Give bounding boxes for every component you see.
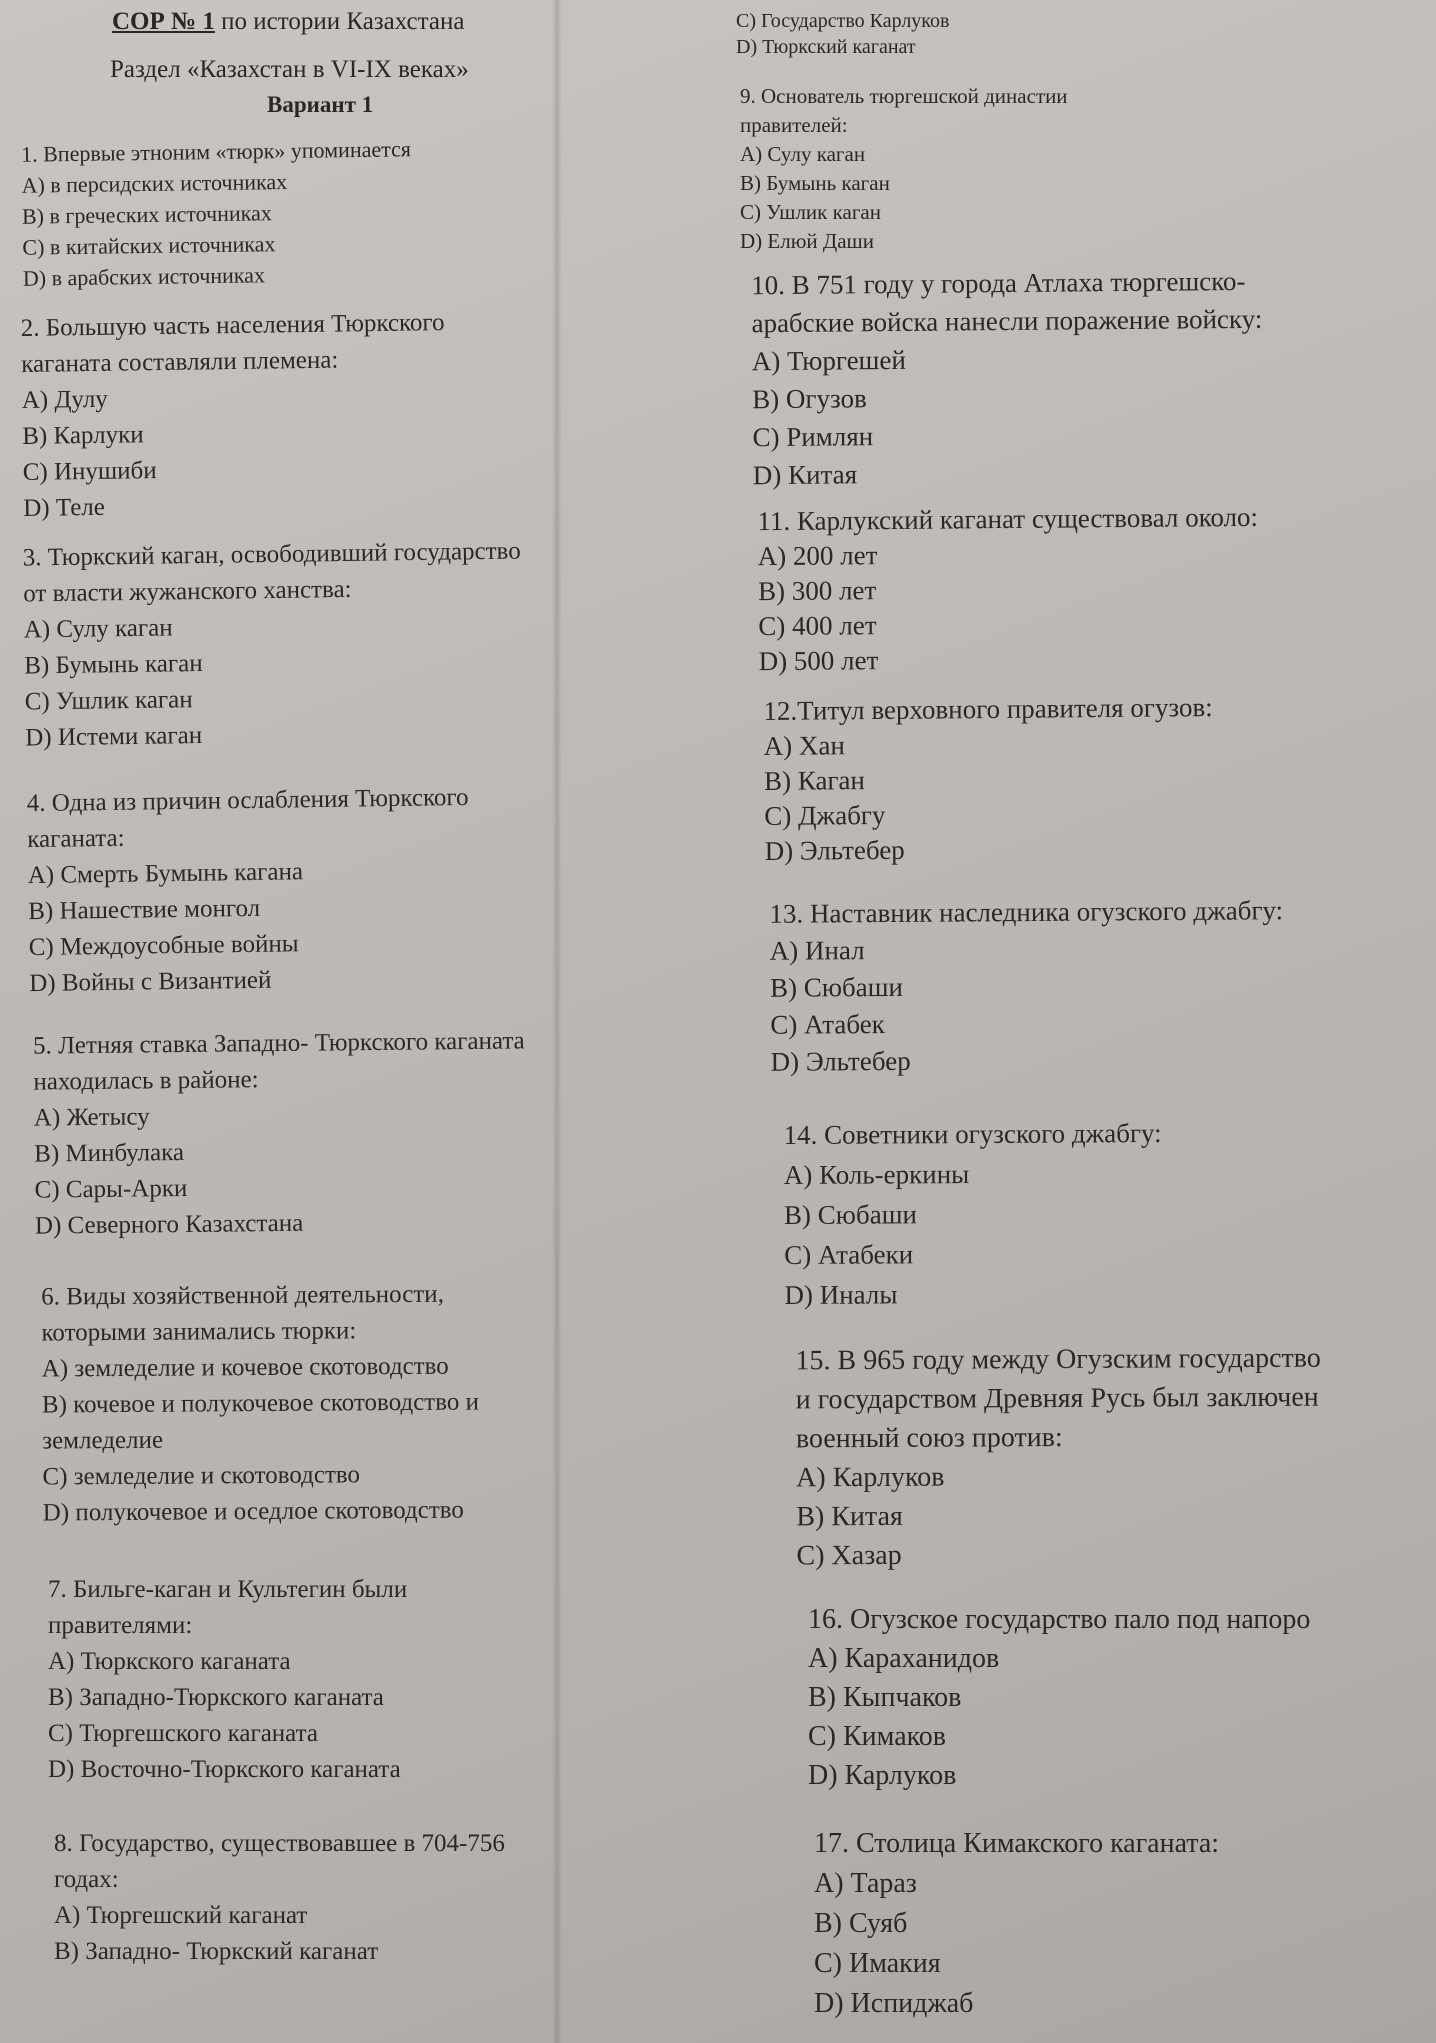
option-b: B) Минбулака xyxy=(34,1139,185,1168)
question-13 xyxy=(769,892,1284,1081)
question-text-cont: каганата: xyxy=(27,824,125,854)
option-a: A) в персидских источниках xyxy=(21,169,288,198)
option-c: C) Атабеки xyxy=(784,1239,914,1270)
question-text: 5. Летняя ставка Западно- Тюркского каганата xyxy=(32,1027,525,1060)
option-c: C) земледелие и скотоводство xyxy=(42,1461,361,1491)
option-d: D) Войны с Византией xyxy=(29,966,272,998)
option-c: C) в китайских источниках xyxy=(22,231,276,260)
option-a: A) Тараз xyxy=(814,1868,917,1899)
question-text: 17. Столица Кимакского каганата: xyxy=(814,1828,1220,1859)
option-a: A) Коль-еркины xyxy=(783,1159,970,1190)
option-b: B) Каган xyxy=(763,765,866,796)
option-c: C) Хазар xyxy=(796,1539,902,1572)
option-d: D) 500 лет xyxy=(758,645,879,677)
option-b-cont: земледелие xyxy=(42,1426,164,1455)
option-d: D) Карлуков xyxy=(808,1760,957,1791)
question-text: 15. В 965 году между Огузским государство xyxy=(795,1342,1321,1377)
option-d: D) Испиджаб xyxy=(814,1988,974,2019)
option-a: A) Хан xyxy=(763,730,845,761)
option-d: D) Северного Казахстана xyxy=(34,1209,304,1240)
option-b: B) Сюбаши xyxy=(769,971,903,1003)
option-b: B) Суяб xyxy=(814,1908,908,1939)
question-text: 3. Тюркский каган, освободивший государство xyxy=(22,537,521,572)
question-text-cont2: военный союз против: xyxy=(795,1421,1063,1455)
option-c: C) Джабгу xyxy=(764,799,886,831)
question-text: 7. Бильге-каган и Культегин были xyxy=(48,1576,408,1603)
question-text: 14. Советники огузского джабгу: xyxy=(783,1118,1162,1150)
title-rest: по истории Казахстана xyxy=(214,8,465,35)
option-a: A) 200 лет xyxy=(757,540,878,572)
question-8 xyxy=(54,1826,505,1970)
question-text-cont: которыми занимались тюрки: xyxy=(41,1317,357,1347)
question-15 xyxy=(795,1339,1322,1576)
question-9 xyxy=(740,82,1068,256)
question-5 xyxy=(33,1023,527,1244)
option-c: C) Имакия xyxy=(814,1948,941,1979)
question-6 xyxy=(41,1276,480,1531)
option-b: B) Бумынь каган xyxy=(740,171,890,195)
option-a: A) Жетысу xyxy=(33,1103,150,1132)
section-title: Раздел «Казахстан в VI-IX веках» xyxy=(110,56,469,83)
question-text: 11. Карлукский каганат существовал около: xyxy=(757,501,1259,537)
option-d: D) Китая xyxy=(752,459,858,491)
option-a: A) Смерть Бумынь кагана xyxy=(27,858,304,890)
worksheet-title xyxy=(112,8,464,36)
option-b: B) Кыпчаков xyxy=(808,1682,962,1713)
option-a: A) Дулу xyxy=(21,385,109,414)
option-d: D) Восточно-Тюркского каганата xyxy=(48,1756,401,1783)
question-text-cont: каганата составляли племена: xyxy=(21,346,339,378)
question-1 xyxy=(21,133,413,293)
option-d: D) в арабских источниках xyxy=(22,262,266,291)
question-text-cont: от власти жужанского ханства: xyxy=(23,575,352,608)
option-d: D) Теле xyxy=(23,493,106,522)
question-3 xyxy=(23,534,524,757)
question-8-cont xyxy=(736,8,949,60)
question-7 xyxy=(48,1572,407,1788)
option-a: A) Караханидов xyxy=(808,1643,1000,1674)
question-2 xyxy=(21,305,448,527)
option-c: C) Сары-Арки xyxy=(34,1174,188,1204)
question-text: 6. Виды хозяйственной деятельности, xyxy=(41,1280,444,1311)
question-16 xyxy=(808,1600,1310,1795)
question-text-cont: находилась в районе: xyxy=(33,1066,259,1096)
question-text-cont: правителей: xyxy=(740,113,848,137)
option-b: B) Западно- Тюркский каганат xyxy=(54,1938,379,1965)
option-c: C) 400 лет xyxy=(758,610,877,642)
question-text-cont: арабские войска нанесли поражение войску: xyxy=(751,303,1263,339)
question-text: 4. Одна из причин ослабления Тюркского xyxy=(26,783,469,818)
option-c: C) Атабек xyxy=(770,1008,885,1040)
question-text: 2. Большую часть населения Тюркского xyxy=(20,309,445,342)
option-d: D) полукочевое и оседлое скотоводство xyxy=(42,1496,464,1527)
option-b: B) в греческих источниках xyxy=(21,200,272,229)
question-14 xyxy=(783,1113,1162,1315)
option-d: D) Истеми каган xyxy=(25,722,203,752)
option-b: B) Бумынь каган xyxy=(24,649,203,680)
option-b: B) Сюбаши xyxy=(783,1199,917,1230)
question-4 xyxy=(27,780,472,1002)
option-c: C) Кимаков xyxy=(808,1721,947,1752)
option-a: A) Тюргешский каганат xyxy=(54,1902,308,1929)
question-text: 8. Государство, существовавшее в 704-756 xyxy=(54,1830,505,1857)
option-b: B) кочевое и полукочевое скотоводство и xyxy=(41,1388,480,1419)
question-text-cont: правителями: xyxy=(48,1612,193,1639)
question-text: 1. Впервые этноним «тюрк» упоминается xyxy=(20,136,412,167)
option-b: B) Китая xyxy=(796,1500,903,1533)
option-a: A) земледелие и кочевое скотоводство xyxy=(41,1352,449,1383)
question-text: 9. Основатель тюргешской династии xyxy=(740,84,1068,108)
option-a: A) Сулу каган xyxy=(23,614,173,644)
option-d: D) Эльтебер xyxy=(770,1045,911,1077)
question-11 xyxy=(757,500,1259,679)
question-text: 12.Титул верховного правителя огузов: xyxy=(763,692,1213,726)
option-d: D) Тюркский каганат xyxy=(736,36,916,58)
paper-fold-crease xyxy=(552,0,562,2043)
question-text-cont: и государством Древняя Русь был заключен xyxy=(795,1381,1319,1416)
question-text: 10. В 751 году у города Атлаха тюргешско- xyxy=(751,265,1246,301)
variant-label: Вариант 1 xyxy=(267,92,374,117)
title-prefix: СОР № 1 xyxy=(112,8,215,35)
option-c: C) Тюргешского каганата xyxy=(48,1720,318,1747)
option-a: A) Сулу каган xyxy=(740,142,866,166)
option-b: B) Карлуки xyxy=(22,421,144,450)
option-d: D) Эльтебер xyxy=(764,834,905,866)
option-b: B) 300 лет xyxy=(757,575,877,607)
question-12 xyxy=(763,690,1214,869)
option-d: D) Елюй Даши xyxy=(740,229,874,253)
option-c: C) Инушиби xyxy=(22,457,157,486)
option-a: A) Тюргешей xyxy=(751,344,906,377)
option-b: B) Нашествие монгол xyxy=(28,894,261,926)
option-c: C) Ушлик каган xyxy=(740,200,881,224)
question-text-cont: годах: xyxy=(54,1866,119,1893)
option-d: D) Иналы xyxy=(784,1279,898,1310)
option-a: A) Инал xyxy=(769,935,865,966)
question-17 xyxy=(814,1824,1219,2024)
question-10 xyxy=(751,262,1264,494)
option-b: B) Огузов xyxy=(752,383,867,415)
option-c: C) Ушлик каган xyxy=(24,686,193,716)
option-a: A) Карлуков xyxy=(796,1461,945,1494)
question-text: 13. Наставник наследника огузского джабгу: xyxy=(769,895,1284,929)
option-c: C) Государство Карлуков xyxy=(736,10,950,32)
question-text: 16. Огузское государство пало под напоро xyxy=(808,1604,1311,1635)
option-b: B) Западно-Тюркского каганата xyxy=(48,1684,384,1711)
option-c: C) Междоусобные войны xyxy=(28,930,299,962)
option-a: A) Тюркского каганата xyxy=(48,1648,291,1675)
option-c: C) Римлян xyxy=(752,421,874,453)
